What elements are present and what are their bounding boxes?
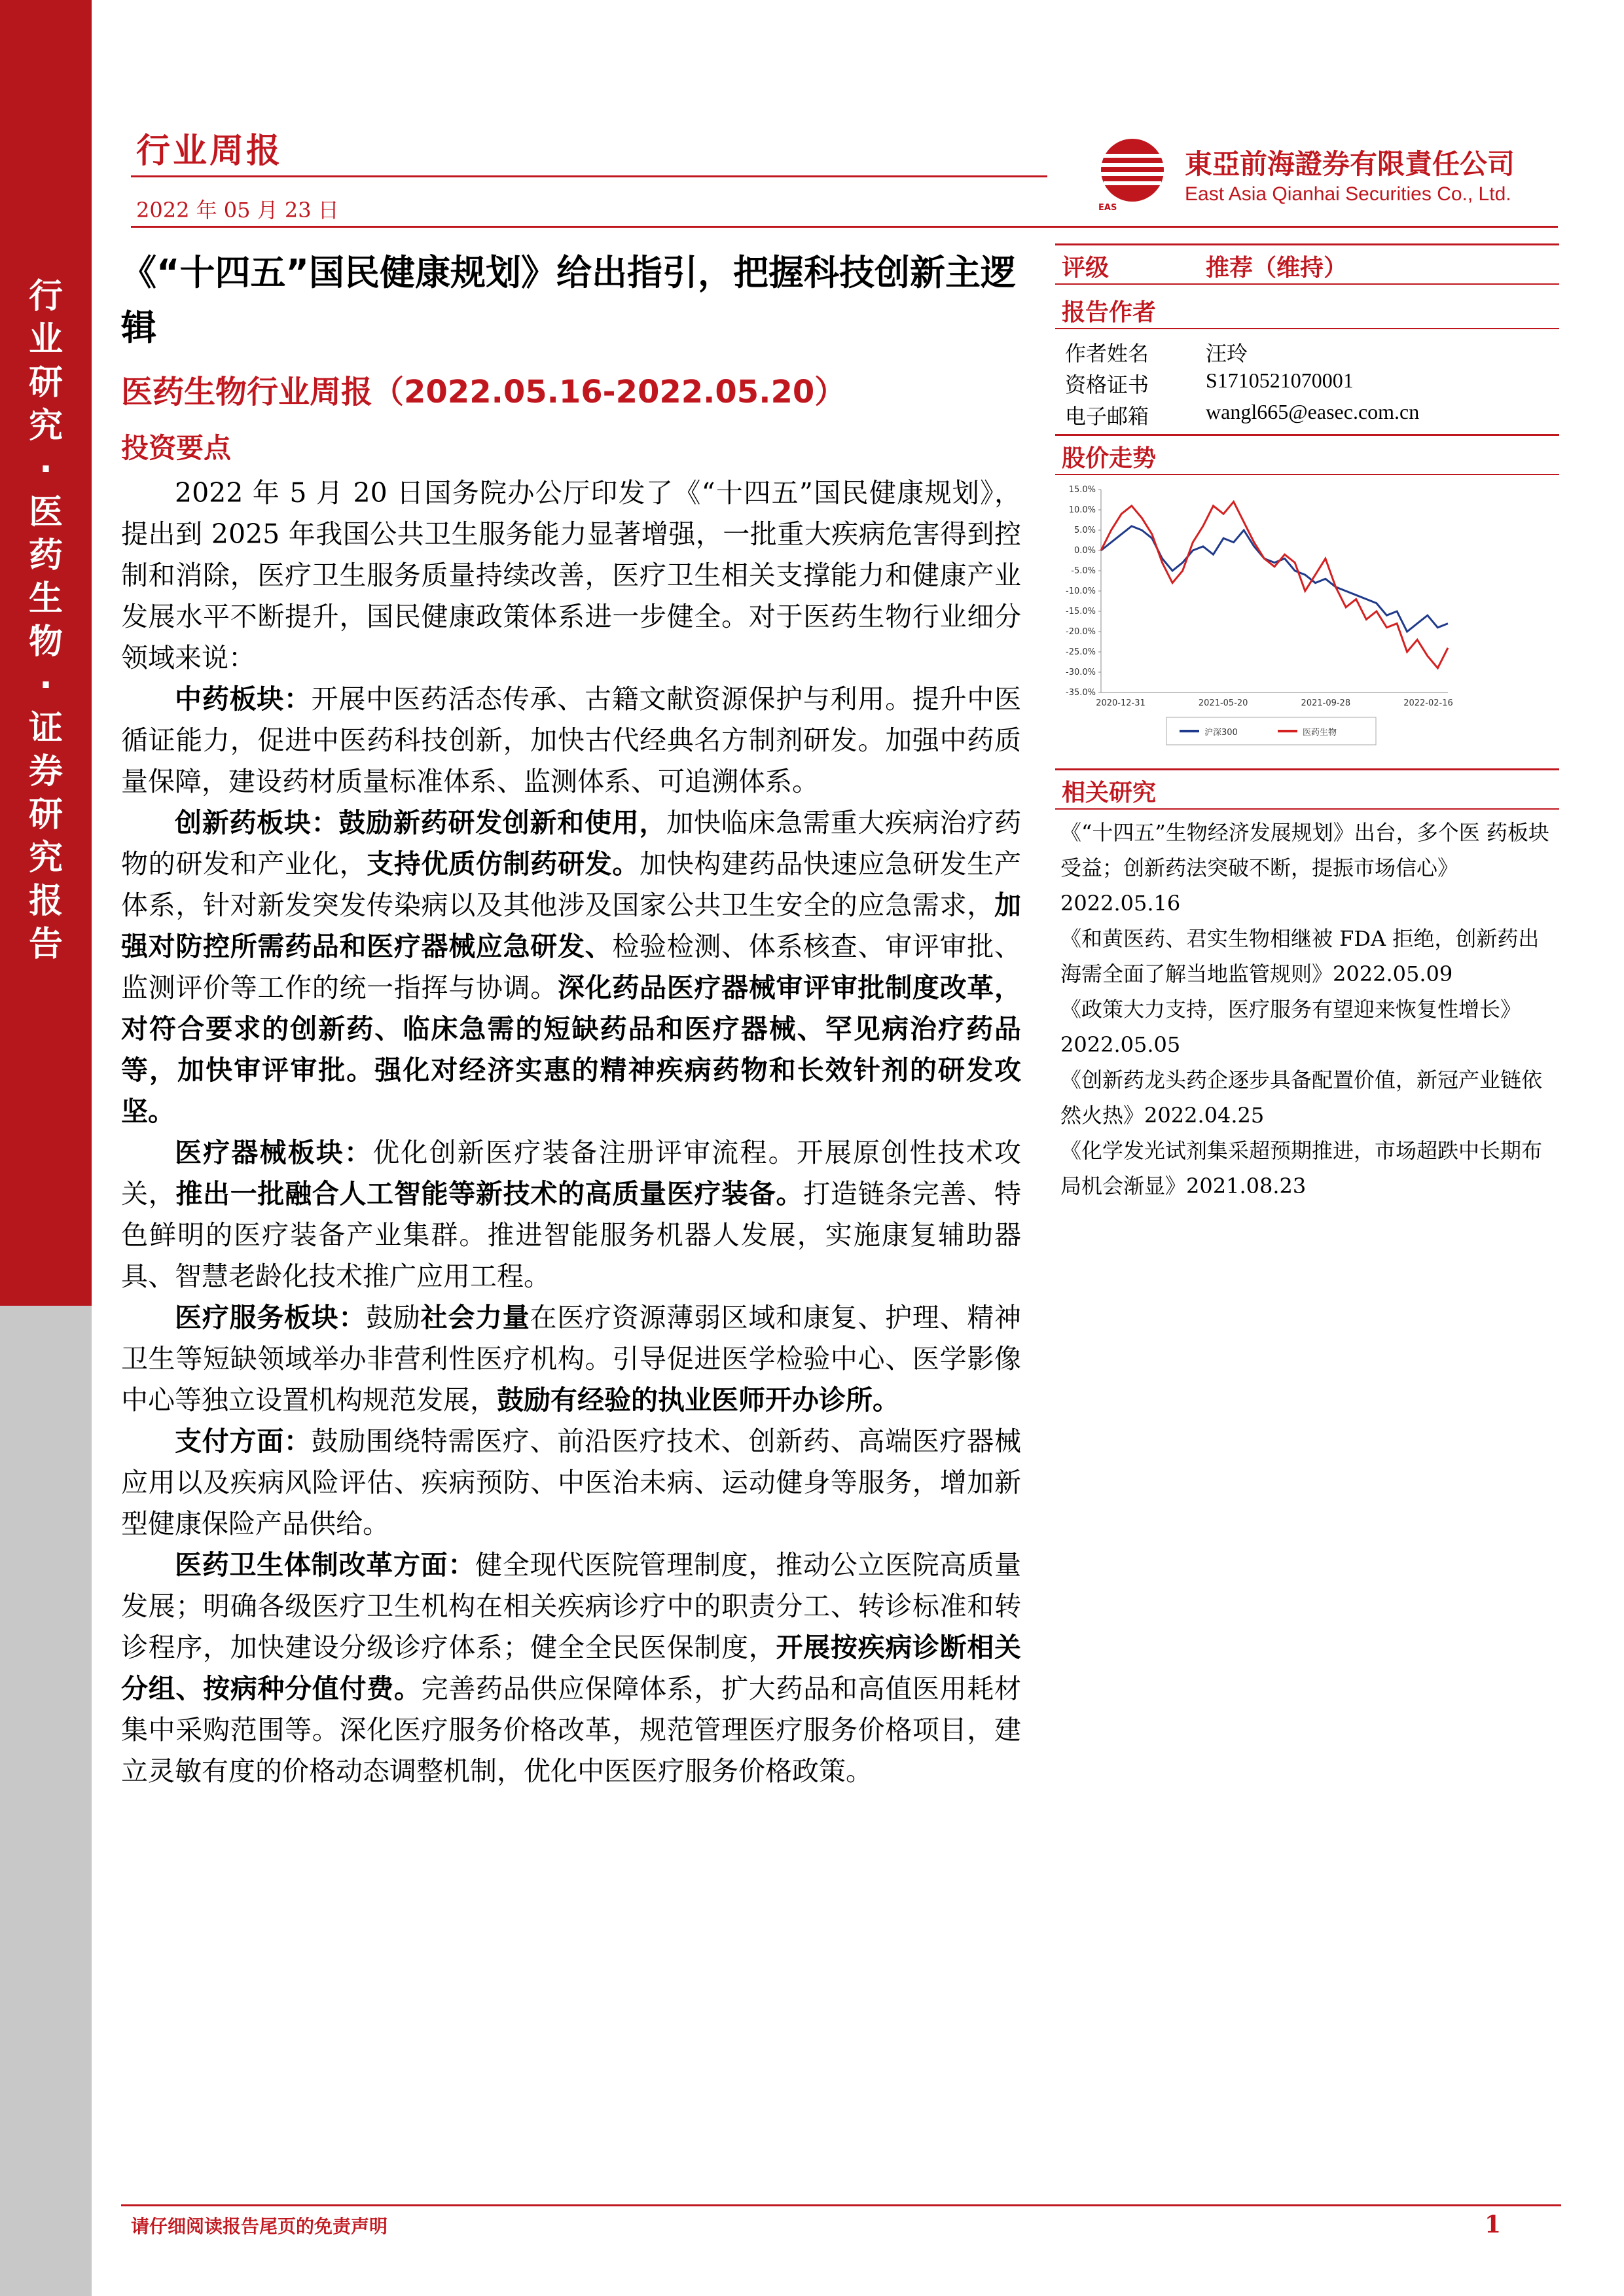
- research-item[interactable]: 《政策大力支持，医疗服务有望迎来恢复性增长》2022.05.05: [1060, 997, 1522, 1057]
- text-span: 2022 年 5 月 20 日国务院办公厅印发了《“十四五”国民健康规划》，提出到 2025 年我国公共卫生服务能力显著增强，一批重大疾病危害得到控制和消除，医疗卫生服务质量持续改善，医疗卫生相关支撑能力和健康产业发展水平不断提升，国民健康政策体系进一步健全。对于医药生物行业细分领域来说：: [121, 477, 1021, 673]
- chart-y-tick-label: -5.0%: [1071, 566, 1096, 576]
- company-name-cn: 東亞前海證券有限責任公司: [1185, 148, 1515, 180]
- bold-span: 支持优质仿制药研发。: [367, 848, 640, 880]
- report-date: 2022 年 05 月 23 日: [136, 198, 339, 223]
- text-span: 开展中医药活态传承、古籍文献资源保护与利用。提升中医循证能力，促进中医药科技创新，加快古代经典名方制剂研发。加强中药质量保障，建设药材质量标准体系、监测体系、可追溯体系。: [121, 683, 1022, 797]
- text-span: 优化创新医疗装备注册评审流程。开展原创性技术攻关，: [121, 1137, 1022, 1210]
- bold-span: 中药板块：: [175, 683, 312, 715]
- sidebar-category-text: [0, 275, 92, 966]
- chart-legend-label: 医药生物: [1303, 728, 1337, 738]
- chart-y-tick-label: -30.0%: [1066, 668, 1096, 677]
- chart-y-tick-label: 15.0%: [1068, 485, 1096, 495]
- author-field-label: 作者姓名: [1065, 341, 1149, 366]
- bold-span: 鼓励有经验的执业医师开办诊所。: [497, 1384, 899, 1416]
- company-logo-icon: [1093, 134, 1172, 213]
- report-title: 《“十四五”国民健康规划》给出指引，把握科技创新主逻辑: [121, 252, 1016, 348]
- paragraph-tcm: [121, 679, 1021, 802]
- research-heading: 相关研究: [1062, 780, 1157, 806]
- bold-span: 加强对防控所需药品和医疗器械应急研发、: [121, 889, 1021, 962]
- sidebar-char: 行: [28, 277, 63, 316]
- company-name-en: East Asia Qianhai Securities Co., Ltd.: [1185, 183, 1511, 205]
- chart-series-line-0: [1101, 526, 1448, 632]
- research-list: [1055, 815, 1559, 1204]
- sidebar-char: 医: [28, 493, 63, 532]
- bold-span: 创新药板块：鼓励新药研发创新和使用，: [175, 807, 667, 838]
- author-license: S1710521070001: [1206, 368, 1354, 392]
- text-span: 完善药品供应保障体系，扩大药品和高值医用耗材集中采购范围等。深化医疗服务价格改革，规范管理医疗服务价格项目，建立灵敏有度的价格动态调整机制，优化中医医疗服务价格政策。: [121, 1673, 1021, 1787]
- sidebar-char: 药: [28, 536, 63, 575]
- rating-label: 评级: [1062, 255, 1110, 281]
- chart-x-tick-label: 2020-12-31: [1096, 698, 1146, 708]
- chart-y-tick-label: -20.0%: [1066, 627, 1096, 637]
- chart-x-tick-label: 2021-05-20: [1198, 698, 1248, 708]
- footer-divider: [121, 2204, 1561, 2206]
- bold-span: 医疗器械板块：: [175, 1137, 373, 1168]
- author-row: [1055, 396, 1559, 427]
- paragraph-innovative-drugs: [121, 802, 1021, 1132]
- research-item[interactable]: 《“十四五”生物经济发展规划》出台，多个医 药板块受益；创新药法突破不断，提振市场信心》2022.05.16: [1060, 820, 1549, 916]
- text-span: 加快临床急需重大疾病治疗药物的研发和产业化，: [121, 807, 1022, 880]
- paragraph-intro: [121, 473, 1021, 679]
- research-item[interactable]: 《化学发光试剂集采超预期推进，市场超跌中长期布局机会渐显》2021.08.23: [1060, 1138, 1543, 1198]
- stock-chart-svg: [1055, 475, 1559, 763]
- right-column: [1055, 243, 1559, 1204]
- chart-heading: 股价走势: [1062, 445, 1157, 472]
- sidebar-char: 证: [28, 709, 63, 748]
- chart-y-tick-label: 10.0%: [1068, 505, 1096, 515]
- chart-y-tick-label: -10.0%: [1066, 586, 1096, 596]
- text-span: 加快构建药品快速应急研发生产体系，针对新发突发传染病以及其他涉及国家公共卫生安全的应急需求，: [121, 848, 1021, 921]
- research-item[interactable]: 《创新药龙头药企逐步具备配置价值，新冠产业链依然火热》2022.04.25: [1060, 1067, 1543, 1128]
- chart-legend-label: 沪深300: [1204, 728, 1238, 738]
- stock-chart: [1055, 475, 1559, 763]
- author-email[interactable]: wangl665@easec.com.cn: [1206, 400, 1420, 423]
- bold-span: 医疗服务板块：: [175, 1302, 367, 1333]
- bold-span: 支付方面：: [175, 1426, 312, 1457]
- text-span: 健全现代医院管理制度，推动公立医院高质量发展；明确各级医疗卫生机构在相关疾病诊疗中的职责分工、转诊标准和转诊程序，加快建设分级诊疗体系；健全全民医保制度，: [121, 1549, 1022, 1663]
- rating-value: 推荐（维持）: [1206, 255, 1348, 281]
- research-item[interactable]: 《和黄医药、君实生物相继被 FDA 拒绝，创新药出海需全面了解当地监管规则》2022.05.09: [1060, 926, 1540, 986]
- sidebar-char: ·: [39, 450, 52, 489]
- disclaimer-note: 请仔细阅读报告尾页的免责声明: [131, 2215, 388, 2237]
- author-row: [1055, 333, 1559, 365]
- author-field-label: 电子邮箱: [1065, 404, 1149, 429]
- author-heading: 报告作者: [1062, 299, 1157, 326]
- paragraph-reform: [121, 1545, 1021, 1792]
- author-name: 汪玲: [1206, 342, 1248, 365]
- sidebar-char: 生: [28, 579, 63, 619]
- doc-type: 行业周报: [136, 132, 283, 171]
- chart-x-tick-label: 2021-09-28: [1301, 698, 1351, 708]
- author-row: [1055, 365, 1559, 396]
- sidebar-char: 研: [28, 363, 63, 403]
- chart-y-tick-label: -25.0%: [1066, 647, 1096, 657]
- text-span: 打造链条完善、特色鲜明的医疗装备产业集群。推进智能服务机器人发展，实施康复辅助器具、智慧老龄化技术推广应用工程。: [121, 1178, 1021, 1292]
- paragraph-payment: [121, 1421, 1021, 1545]
- paragraph-services: [121, 1297, 1021, 1421]
- sidebar-char: 研: [28, 795, 63, 834]
- sidebar-char: ·: [39, 666, 52, 705]
- bold-span: 社会力量: [420, 1302, 530, 1333]
- paragraph-devices: [121, 1132, 1021, 1297]
- sidebar-char: 究: [28, 838, 63, 878]
- rating-bar: [1055, 243, 1559, 285]
- logo-text: EAS: [1098, 203, 1117, 213]
- text-span: 在医疗资源薄弱区域和康复、护理、精神卫生等短缺领域举办非营利性医疗机构。引导促进医学检验中心、医学影像中心等独立设置机构规范发展，: [121, 1302, 1022, 1416]
- sidebar-char: 物: [28, 622, 63, 662]
- chart-series-line-1: [1101, 502, 1448, 668]
- author-field-label: 资格证书: [1065, 372, 1149, 397]
- report-subtitle: 医药生物行业周报（2022.05.16-2022.05.20）: [121, 374, 846, 410]
- page-number: 1: [1485, 2211, 1502, 2238]
- text-span: 鼓励: [366, 1302, 421, 1333]
- chart-y-tick-label: -15.0%: [1066, 607, 1096, 617]
- sidebar-char: 券: [28, 752, 63, 791]
- bold-span: 推出一批融合人工智能等新技术的高质量医疗装备。: [175, 1178, 804, 1210]
- main-body: [121, 473, 1021, 1792]
- chart-x-tick-label: 2022-02-16: [1403, 698, 1453, 708]
- sidebar-char: 业: [28, 320, 63, 359]
- section-heading: 投资要点: [121, 432, 232, 464]
- chart-head-bar: [1055, 434, 1559, 475]
- header-divider-full: [131, 226, 1558, 228]
- header-divider: [131, 175, 1047, 177]
- text-span: 鼓励围绕特需医疗、前沿医疗技术、创新药、高端医疗器械应用以及疾病风险评估、疾病预防、中医治未病、运动健身等服务，增加新型健康保险产品供给。: [121, 1426, 1022, 1539]
- chart-y-tick-label: -35.0%: [1066, 688, 1096, 698]
- bold-span: 深化药品医疗器械审评审批制度改革，对符合要求的创新药、临床急需的短缺药品和医疗器械、罕见病治疗药品等，加快审评审批。强化对经济实惠的精神疾病药物和长效针剂的研发攻坚。: [121, 972, 1021, 1127]
- chart-y-tick-label: 0.0%: [1074, 546, 1096, 556]
- bold-span: 开展按疾病诊断相关分组、按病种分值付费。: [121, 1632, 1021, 1704]
- sidebar-char: 告: [28, 925, 63, 964]
- chart-y-tick-label: 5.0%: [1074, 526, 1096, 535]
- sidebar-char: 究: [28, 406, 63, 446]
- bold-span: 医药卫生体制改革方面：: [175, 1549, 476, 1581]
- sidebar: [0, 0, 92, 2296]
- sidebar-char: 报: [28, 882, 63, 921]
- text-span: 检验检测、体系核查、审评审批、监测评价等工作的统一指挥与协调。: [121, 931, 1021, 1003]
- author-head-bar: [1055, 290, 1559, 329]
- research-head-bar: [1055, 768, 1559, 810]
